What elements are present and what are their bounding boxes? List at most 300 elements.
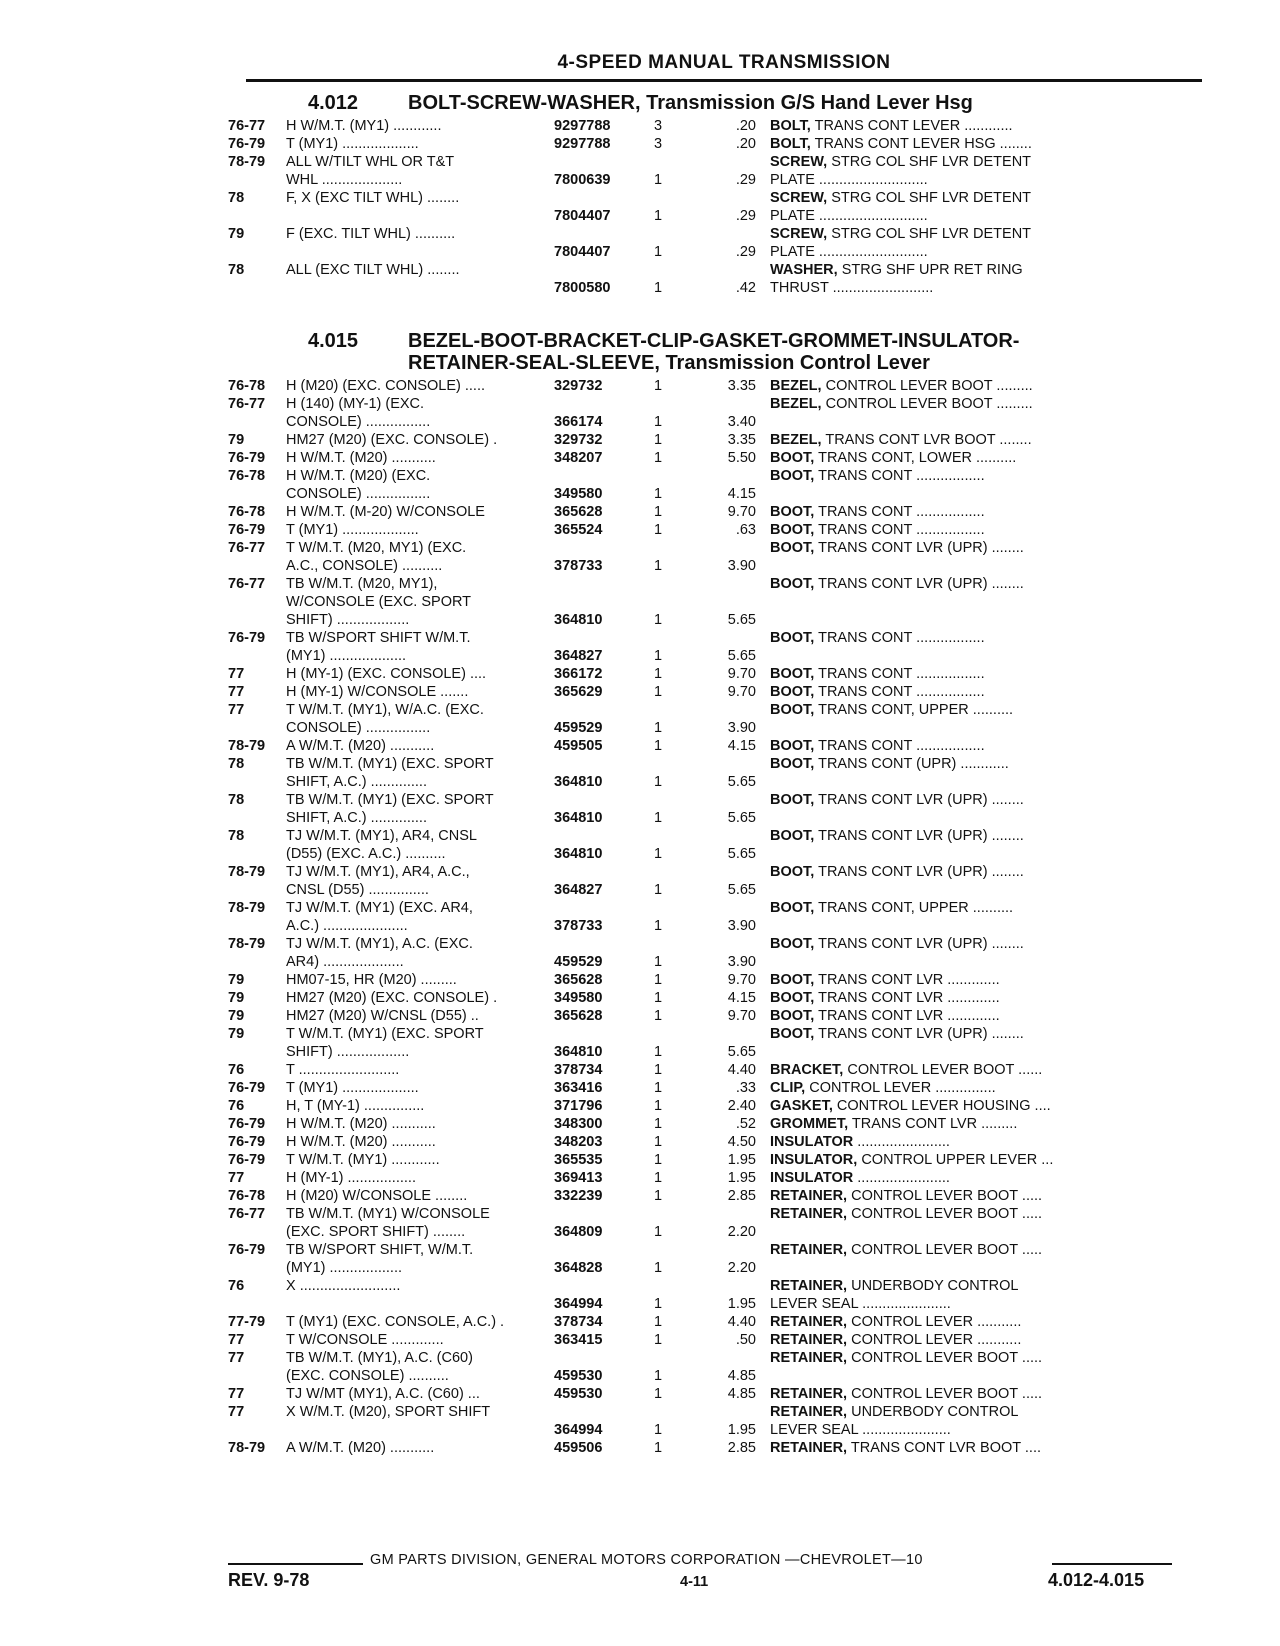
description-name: RETAINER, <box>770 1314 848 1330</box>
table-row <box>228 1403 1208 1439</box>
application: TB W/M.T. (MY1), A.C. (C60) (EXC. CONSOLE) .......... <box>286 1350 473 1384</box>
description-detail: TRANS CONT LVR (UPR) ........ <box>818 1026 1024 1042</box>
application: T W/M.T. (MY1) (EXC. SPORT SHIFT) .................. <box>286 1026 484 1060</box>
quantity: 1 <box>654 1044 663 1060</box>
description-detail: TRANS CONT ................. <box>818 504 985 520</box>
part-number: 363416 <box>554 1080 603 1096</box>
description-name: CLIP, <box>770 1080 806 1096</box>
application: TB W/M.T. (M20, MY1), W/CONSOLE (EXC. SPORT SHIFT) .................. <box>286 576 472 628</box>
description-detail: TRANS CONT LVR BOOT .... <box>850 1440 1042 1456</box>
description-detail: TRANS CONT LVR ............. <box>818 972 1000 988</box>
part-number: 364810 <box>554 810 603 826</box>
price: 1.95 <box>727 1170 756 1186</box>
model-year: 79 <box>228 226 245 242</box>
description <box>770 737 1208 755</box>
table-row <box>228 1313 1208 1331</box>
part-number: 363415 <box>554 1332 603 1348</box>
part-number: 329732 <box>554 432 603 448</box>
table-row <box>228 467 1208 503</box>
quantity: 1 <box>654 1314 663 1330</box>
quantity: 3 <box>654 136 663 152</box>
application: H W/M.T. (M20) (EXC. CONSOLE) ................ <box>286 468 431 502</box>
table-row <box>228 117 1208 135</box>
description <box>770 521 1208 539</box>
description-name: BOOT, <box>770 702 815 718</box>
part-number: 459530 <box>554 1386 603 1402</box>
model-year: 76-77 <box>228 118 266 134</box>
table-row <box>228 1241 1208 1277</box>
quantity: 1 <box>654 414 663 430</box>
description-detail: TRANS CONT LVR (UPR) ........ <box>818 828 1024 844</box>
section-title-cont-bold: RETAINER-SEAL-SLEEVE, <box>408 352 660 374</box>
description-detail: TRANS CONT LVR ............. <box>818 1008 1000 1024</box>
model-year: 76-78 <box>228 468 266 484</box>
quantity: 1 <box>654 1062 663 1078</box>
description-name: BOOT, <box>770 576 815 592</box>
part-number: 459530 <box>554 1368 603 1384</box>
part-number: 378734 <box>554 1314 603 1330</box>
section-title-cont-rest: Transmission Control Lever <box>665 352 930 374</box>
description-name: BOOT, <box>770 1008 815 1024</box>
table-row <box>228 935 1208 971</box>
part-number: 9297788 <box>554 118 611 134</box>
table-row <box>228 395 1208 431</box>
model-year: 76-79 <box>228 1080 266 1096</box>
application: T (MY1) ................... <box>286 522 419 538</box>
part-number: 378733 <box>554 558 603 574</box>
section-title <box>308 92 1208 114</box>
description-detail: TRANS CONT ................. <box>818 738 985 754</box>
description <box>770 117 1208 135</box>
description-name: BOOT, <box>770 756 815 772</box>
application: X W/M.T. (M20), SPORT SHIFT <box>286 1404 491 1420</box>
quantity: 1 <box>654 378 663 394</box>
description-name: BEZEL, <box>770 432 822 448</box>
description <box>770 1313 1208 1331</box>
table-row <box>228 1277 1208 1313</box>
application: T W/M.T. (M20, MY1) (EXC. A.C., CONSOLE) .......... <box>286 540 467 574</box>
quantity: 1 <box>654 666 663 682</box>
model-year: 76-79 <box>228 1134 266 1150</box>
quantity: 1 <box>654 1134 663 1150</box>
description-name: RETAINER, <box>770 1188 848 1204</box>
part-number: 369413 <box>554 1170 603 1186</box>
model-year: 78-79 <box>228 738 266 754</box>
section-4-012 <box>228 92 1208 297</box>
part-number: 348203 <box>554 1134 603 1150</box>
price: .50 <box>735 1332 756 1348</box>
description-detail: TRANS CONT LVR BOOT ........ <box>825 432 1032 448</box>
description-name: GASKET, <box>770 1098 833 1114</box>
price: 9.70 <box>727 504 756 520</box>
quantity: 1 <box>654 504 663 520</box>
footer-rule-right <box>1052 1563 1172 1565</box>
section-title-continued <box>408 352 1208 374</box>
quantity: 1 <box>654 954 663 970</box>
price: 9.70 <box>727 1008 756 1024</box>
price: 4.85 <box>727 1368 756 1384</box>
quantity: 1 <box>654 1098 663 1114</box>
part-number: 459506 <box>554 1440 603 1456</box>
application: A W/M.T. (M20) ........... <box>286 1440 435 1456</box>
model-year: 76-78 <box>228 378 266 394</box>
model-year: 77 <box>228 1170 245 1186</box>
model-year: 76-79 <box>228 1116 266 1132</box>
application: TJ W/M.T. (MY1), A.C. (EXC. AR4) .................... <box>286 936 473 970</box>
part-number: 459529 <box>554 954 603 970</box>
table-row <box>228 683 1208 701</box>
table-row <box>228 1115 1208 1133</box>
price: .52 <box>735 1116 756 1132</box>
quantity: 1 <box>654 990 663 1006</box>
description <box>770 467 1208 503</box>
description-detail: CONTROL LEVER BOOT ......... <box>825 378 1033 394</box>
table-row <box>228 827 1208 863</box>
application: H W/M.T. (MY1) ............ <box>286 118 442 134</box>
part-number: 349580 <box>554 990 603 1006</box>
description-detail: CONTROL LEVER BOOT ..... <box>851 1350 1043 1366</box>
part-number: 348207 <box>554 450 603 466</box>
description <box>770 1025 1208 1061</box>
quantity: 1 <box>654 522 663 538</box>
description-detail: CONTROL LEVER HOUSING .... <box>836 1098 1051 1114</box>
table-row <box>228 575 1208 629</box>
table-row <box>228 1061 1208 1079</box>
description-name: BOOT, <box>770 828 815 844</box>
quantity: 1 <box>654 882 663 898</box>
description <box>770 261 1208 297</box>
model-year: 76-77 <box>228 1206 266 1222</box>
model-year: 77 <box>228 1332 245 1348</box>
quantity: 1 <box>654 846 663 862</box>
description-name: RETAINER, <box>770 1404 848 1420</box>
model-year: 76 <box>228 1278 245 1294</box>
model-year: 78-79 <box>228 1440 266 1456</box>
description-name: INSULATOR <box>770 1134 854 1150</box>
description <box>770 701 1208 737</box>
price: 9.70 <box>727 666 756 682</box>
application: H, T (MY-1) ............... <box>286 1098 425 1114</box>
description <box>770 225 1208 261</box>
table-row <box>228 665 1208 683</box>
application: T (MY1) ................... <box>286 1080 419 1096</box>
price: 9.70 <box>727 684 756 700</box>
quantity: 1 <box>654 1080 663 1096</box>
model-year: 76-78 <box>228 1188 266 1204</box>
description <box>770 1187 1208 1205</box>
description <box>770 1115 1208 1133</box>
table-row <box>228 1097 1208 1115</box>
description-detail: CONTROL LEVER ........... <box>851 1314 1022 1330</box>
quantity: 1 <box>654 280 663 296</box>
table-row <box>228 971 1208 989</box>
description <box>770 189 1208 225</box>
description <box>770 1403 1208 1439</box>
price: 4.40 <box>727 1314 756 1330</box>
description-detail: CONTROL LEVER ............... <box>809 1080 996 1096</box>
description-name: BEZEL, <box>770 396 822 412</box>
description-detail: UNDERBODY CONTROL LEVER SEAL ...................... <box>770 1278 1019 1312</box>
description-name: BOOT, <box>770 864 815 880</box>
application: H (MY-1) ................. <box>286 1170 416 1186</box>
model-year: 76-79 <box>228 630 266 646</box>
part-number: 378733 <box>554 918 603 934</box>
part-number: 364810 <box>554 774 603 790</box>
model-year: 78 <box>228 190 245 206</box>
description-detail: UNDERBODY CONTROL LEVER SEAL ...................... <box>770 1404 1019 1438</box>
application: F, X (EXC TILT WHL) ........ <box>286 190 460 206</box>
description-detail: TRANS CONT LVR (UPR) ........ <box>818 936 1024 952</box>
description-name: BOOT, <box>770 504 815 520</box>
description-detail: CONTROL LEVER BOOT ..... <box>851 1386 1043 1402</box>
quantity: 1 <box>654 486 663 502</box>
description-name: SCREW, <box>770 154 828 170</box>
quantity: 1 <box>654 1170 663 1186</box>
price: .20 <box>735 118 756 134</box>
price: .29 <box>735 172 756 188</box>
price: 5.65 <box>727 882 756 898</box>
description-name: BOOT, <box>770 684 815 700</box>
model-year: 76-77 <box>228 576 266 592</box>
price: 2.85 <box>727 1188 756 1204</box>
quantity: 1 <box>654 972 663 988</box>
application: X ......................... <box>286 1278 401 1294</box>
part-number: 459529 <box>554 720 603 736</box>
price: 3.35 <box>727 432 756 448</box>
table-row <box>228 1079 1208 1097</box>
table-row <box>228 189 1208 225</box>
model-year: 78-79 <box>228 900 266 916</box>
model-year: 78 <box>228 792 245 808</box>
part-number: 459505 <box>554 738 603 754</box>
application: ALL W/TILT WHL OR T&T WHL .................... <box>286 154 455 188</box>
description <box>770 1277 1208 1313</box>
description-detail: TRANS CONT (UPR) ............ <box>818 756 1009 772</box>
part-number: 364810 <box>554 1044 603 1060</box>
model-year: 78-79 <box>228 936 266 952</box>
part-number: 365524 <box>554 522 603 538</box>
part-number: 7800639 <box>554 172 611 188</box>
description-name: INSULATOR <box>770 1170 854 1186</box>
application: H W/M.T. (M-20) W/CONSOLE <box>286 504 485 520</box>
description <box>770 1079 1208 1097</box>
description-detail: TRANS CONT LEVER HSG ........ <box>814 136 1032 152</box>
description-name: BOOT, <box>770 666 815 682</box>
application: H (M20) (EXC. CONSOLE) ..... <box>286 378 485 394</box>
price: .20 <box>735 136 756 152</box>
part-number: 371796 <box>554 1098 603 1114</box>
section-4-015 <box>228 330 1208 1457</box>
model-year: 79 <box>228 432 245 448</box>
model-year: 79 <box>228 972 245 988</box>
part-number: 364994 <box>554 1296 603 1312</box>
part-number: 364810 <box>554 612 603 628</box>
model-year: 79 <box>228 1026 245 1042</box>
part-number: 365628 <box>554 972 603 988</box>
description <box>770 1097 1208 1115</box>
application: HM27 (M20) (EXC. CONSOLE) . <box>286 432 498 448</box>
description <box>770 1133 1208 1151</box>
model-year: 78-79 <box>228 154 266 170</box>
description <box>770 1205 1208 1241</box>
description-name: RETAINER, <box>770 1278 848 1294</box>
table-row <box>228 629 1208 665</box>
part-number: 365628 <box>554 504 603 520</box>
table-row <box>228 431 1208 449</box>
description-detail: TRANS CONT LVR ......... <box>851 1116 1018 1132</box>
table-row <box>228 539 1208 575</box>
table-row <box>228 261 1208 297</box>
description-detail: ....................... <box>857 1134 950 1150</box>
description-detail: CONTROL LEVER BOOT ..... <box>851 1188 1043 1204</box>
model-year: 77 <box>228 684 245 700</box>
part-number: 349580 <box>554 486 603 502</box>
footer-page-number: 4-11 <box>680 1574 709 1590</box>
description <box>770 935 1208 971</box>
description-detail: TRANS CONT ................. <box>818 468 985 484</box>
description-name: BOOT, <box>770 468 815 484</box>
description-name: BOLT, <box>770 136 811 152</box>
quantity: 1 <box>654 1152 663 1168</box>
table-row <box>228 135 1208 153</box>
description-detail: CONTROL LEVER BOOT ..... <box>851 1206 1043 1222</box>
description-detail: TRANS CONT LVR (UPR) ........ <box>818 864 1024 880</box>
quantity: 1 <box>654 1332 663 1348</box>
price: 2.85 <box>727 1440 756 1456</box>
table-row <box>228 225 1208 261</box>
price: 3.90 <box>727 954 756 970</box>
model-year: 76-77 <box>228 396 266 412</box>
description-name: SCREW, <box>770 190 828 206</box>
quantity: 1 <box>654 558 663 574</box>
model-year: 77 <box>228 1350 245 1366</box>
table-row <box>228 503 1208 521</box>
description <box>770 629 1208 665</box>
model-year: 77 <box>228 1386 245 1402</box>
description-name: RETAINER, <box>770 1386 848 1402</box>
part-number: 7804407 <box>554 208 611 224</box>
price: .33 <box>735 1080 756 1096</box>
description <box>770 1385 1208 1403</box>
description-name: BOOT, <box>770 450 815 466</box>
description-name: BOOT, <box>770 738 815 754</box>
price: .29 <box>735 244 756 260</box>
parts-table <box>228 117 1208 297</box>
price: 3.40 <box>727 414 756 430</box>
description-name: BOOT, <box>770 1026 815 1042</box>
description <box>770 827 1208 863</box>
header-rule <box>246 79 1202 82</box>
table-row <box>228 1331 1208 1349</box>
price: 5.65 <box>727 846 756 862</box>
description-name: BOOT, <box>770 936 815 952</box>
application: H W/M.T. (M20) ........... <box>286 1134 436 1150</box>
description <box>770 665 1208 683</box>
part-number: 332239 <box>554 1188 603 1204</box>
description <box>770 863 1208 899</box>
price: 2.40 <box>727 1098 756 1114</box>
model-year: 77-79 <box>228 1314 266 1330</box>
application: TB W/M.T. (MY1) (EXC. SPORT SHIFT, A.C.) .............. <box>286 792 494 826</box>
description <box>770 899 1208 935</box>
application: H (MY-1) W/CONSOLE ....... <box>286 684 469 700</box>
price: 4.15 <box>727 486 756 502</box>
description <box>770 1331 1208 1349</box>
description-name: BOOT, <box>770 900 815 916</box>
quantity: 1 <box>654 172 663 188</box>
table-row <box>228 1151 1208 1169</box>
footer-division: GM PARTS DIVISION, GENERAL MOTORS CORPORATION —CHEVROLET—10 <box>370 1552 923 1568</box>
quantity: 1 <box>654 810 663 826</box>
price: 5.65 <box>727 648 756 664</box>
description-detail: STRG COL SHF LVR DETENT PLATE ........................... <box>770 226 1032 260</box>
application: TB W/M.T. (MY1) (EXC. SPORT SHIFT, A.C.) .............. <box>286 756 494 790</box>
description <box>770 971 1208 989</box>
section-number: 4.012 <box>308 92 359 114</box>
description-name: BOOT, <box>770 540 815 556</box>
description-name: RETAINER, <box>770 1332 848 1348</box>
quantity: 1 <box>654 1296 663 1312</box>
price: 5.65 <box>727 774 756 790</box>
part-number: 7800580 <box>554 280 611 296</box>
table-row <box>228 377 1208 395</box>
part-number: 9297788 <box>554 136 611 152</box>
section-title-rest: Transmission G/S Hand Lever Hsg <box>646 92 973 114</box>
description <box>770 1169 1208 1187</box>
application: TJ W/MT (MY1), A.C. (C60) ... <box>286 1386 480 1402</box>
application: ALL (EXC TILT WHL) ........ <box>286 262 460 278</box>
description-detail: TRANS CONT ................. <box>818 630 985 646</box>
description-detail: TRANS CONT ................. <box>818 522 985 538</box>
quantity: 1 <box>654 244 663 260</box>
price: 2.20 <box>727 1224 756 1240</box>
description <box>770 1241 1208 1277</box>
description <box>770 989 1208 1007</box>
part-number: 364809 <box>554 1224 603 1240</box>
price: 1.95 <box>727 1296 756 1312</box>
description-detail: TRANS CONT ................. <box>818 666 985 682</box>
quantity: 1 <box>654 208 663 224</box>
description-name: WASHER, <box>770 262 838 278</box>
quantity: 3 <box>654 118 663 134</box>
part-number: 365629 <box>554 684 603 700</box>
page-title: 4-SPEED MANUAL TRANSMISSION <box>557 52 891 73</box>
description-name: BEZEL, <box>770 378 822 394</box>
part-number: 364827 <box>554 648 603 664</box>
model-year: 76-77 <box>228 540 266 556</box>
description <box>770 539 1208 575</box>
model-year: 76-79 <box>228 450 266 466</box>
description-name: INSULATOR, <box>770 1152 858 1168</box>
price: 4.50 <box>727 1134 756 1150</box>
price: 4.40 <box>727 1062 756 1078</box>
application: TJ W/M.T. (MY1), AR4, CNSL (D55) (EXC. A.C.) .......... <box>286 828 477 862</box>
model-year: 76 <box>228 1062 245 1078</box>
quantity: 1 <box>654 1188 663 1204</box>
application: F (EXC. TILT WHL) .......... <box>286 226 456 242</box>
description-detail: TRANS CONT, UPPER .......... <box>818 702 1014 718</box>
model-year: 78-79 <box>228 864 266 880</box>
application: T W/M.T. (MY1), W/A.C. (EXC. CONSOLE) ................ <box>286 702 484 736</box>
model-year: 76-79 <box>228 136 266 152</box>
table-row <box>228 1133 1208 1151</box>
model-year: 76-78 <box>228 504 266 520</box>
quantity: 1 <box>654 1224 663 1240</box>
quantity: 1 <box>654 612 663 628</box>
table-row <box>228 1439 1208 1457</box>
price: 1.95 <box>727 1422 756 1438</box>
application: T (MY1) ................... <box>286 136 419 152</box>
